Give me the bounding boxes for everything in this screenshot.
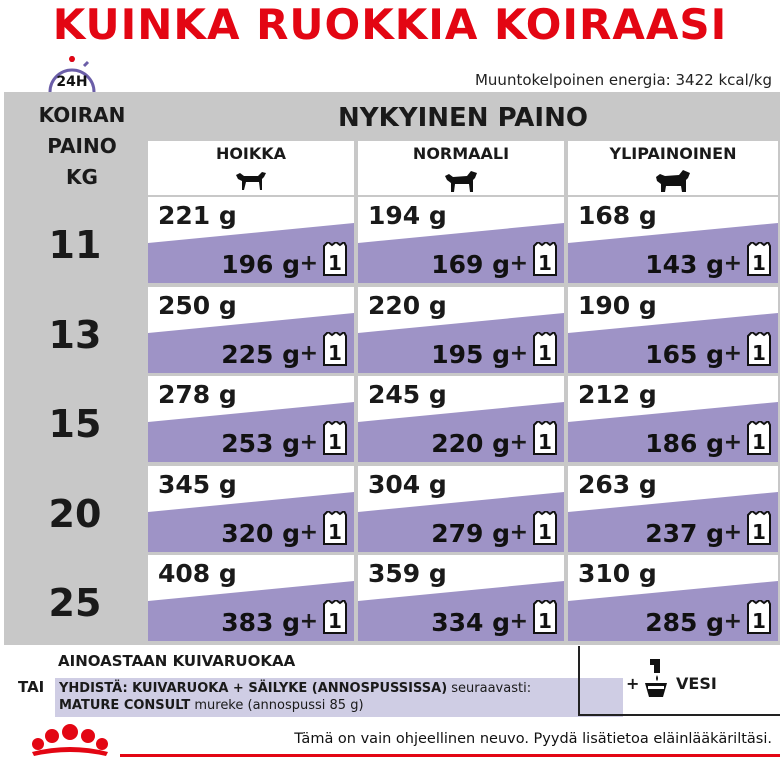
pouch-icon	[322, 600, 348, 638]
mixed-dry-amount: 143 g	[645, 250, 724, 279]
pouch-icon	[746, 421, 772, 459]
current-weight-header: NYKYINEN PAINO	[338, 103, 588, 133]
footer-rule	[120, 754, 780, 757]
table-cell	[358, 466, 564, 552]
plus-sign: +	[299, 340, 318, 366]
svg-text:1: 1	[752, 519, 766, 544]
weight-header: KOIRAN PAINO KG	[38, 103, 126, 189]
dry-only-amount: 168 g	[578, 201, 657, 230]
column-header-overweight: YLIPAINOINEN	[568, 141, 778, 195]
dry-only-amount: 345 g	[158, 469, 237, 499]
dry-only-amount: 408 g	[158, 559, 237, 588]
normal-dog-icon	[443, 167, 479, 193]
mixed-dry-amount: 334 g	[431, 608, 510, 637]
svg-text:1: 1	[538, 609, 552, 633]
svg-text:1: 1	[328, 430, 342, 454]
table-cell	[568, 197, 778, 283]
table-cell	[148, 555, 354, 641]
table-cell	[148, 197, 354, 283]
dry-only-amount: 190 g	[578, 290, 657, 320]
svg-text:1: 1	[328, 251, 342, 275]
pouch-icon	[746, 242, 772, 280]
plus-sign: +	[723, 340, 742, 366]
table-cell	[568, 555, 778, 641]
table-cell	[568, 376, 778, 462]
mixed-dry-amount: 320 g	[221, 518, 300, 548]
legend-water: VESI	[676, 674, 717, 693]
mixed-dry-amount: 165 g	[645, 339, 724, 369]
row-weight-label: 11	[48, 223, 102, 267]
svg-text:1: 1	[538, 340, 552, 365]
dry-only-amount: 359 g	[368, 559, 447, 588]
mixed-dry-amount: 220 g	[431, 429, 510, 458]
pouch-icon	[322, 332, 348, 370]
table-cell	[568, 466, 778, 552]
mixed-dry-amount: 225 g	[221, 339, 300, 369]
mixed-dry-amount: 383 g	[221, 608, 300, 637]
dry-only-amount: 245 g	[368, 380, 447, 409]
legend-or: TAI	[18, 678, 45, 696]
overweight-dog-icon	[654, 167, 692, 193]
mixed-dry-amount: 186 g	[645, 429, 724, 458]
dry-only-amount: 310 g	[578, 559, 657, 588]
dry-only-amount: 194 g	[368, 201, 447, 230]
page-title: KUINKA RUOKKIA KOIRAASI	[52, 0, 728, 49]
pouch-icon	[322, 242, 348, 280]
pouch-icon	[746, 332, 772, 370]
mixed-dry-amount: 237 g	[645, 518, 724, 548]
table-cell	[358, 197, 564, 283]
pouch-icon	[532, 600, 558, 638]
plus-sign: +	[723, 251, 742, 276]
table-cell	[148, 466, 354, 552]
pouch-icon	[532, 242, 558, 280]
thin-dog-icon	[234, 167, 268, 191]
table-cell	[148, 376, 354, 462]
svg-text:1: 1	[538, 251, 552, 275]
energy-note: Muuntokelpoinen energia: 3422 kcal/kg	[474, 71, 772, 89]
pouch-icon	[532, 332, 558, 370]
svg-text:1: 1	[538, 519, 552, 544]
plus-sign: +	[509, 340, 528, 366]
mixed-dry-amount: 195 g	[431, 339, 510, 369]
table-cell	[358, 555, 564, 641]
svg-text:1: 1	[752, 251, 766, 275]
plus-sign: +	[509, 430, 528, 455]
row-weight-label: 20	[48, 491, 102, 536]
row-weight-label: 15	[48, 402, 102, 446]
dry-only-amount: 278 g	[158, 380, 237, 409]
table-cell	[568, 287, 778, 373]
pouch-icon	[322, 511, 348, 549]
plus-sign: +	[299, 251, 318, 276]
dry-only-amount: 221 g	[158, 201, 237, 230]
water-bowl-icon	[642, 657, 670, 701]
mixed-dry-amount: 279 g	[431, 518, 510, 548]
plus-sign: +	[723, 430, 742, 455]
row-weight-label: 25	[48, 581, 102, 625]
pouch-icon	[532, 511, 558, 549]
plus-sign: +	[509, 609, 528, 634]
plus-sign: +	[723, 519, 742, 545]
clock-label: 24H	[56, 74, 88, 90]
footer-note: Tämä on vain ohjeellinen neuvo. Pyydä lisätietoa eläinlääkäriltäsi.	[294, 731, 772, 747]
plus-sign: +	[509, 251, 528, 276]
dry-only-amount: 220 g	[368, 290, 447, 320]
dry-only-amount: 263 g	[578, 469, 657, 499]
mixed-dry-amount: 285 g	[645, 608, 724, 637]
svg-text:1: 1	[328, 609, 342, 633]
legend-only-dry: AINOASTAAN KUIVARUOKAA	[58, 652, 296, 670]
table-cell	[358, 287, 564, 373]
royal-canin-crown-logo	[22, 722, 118, 762]
dry-only-amount: 212 g	[578, 380, 657, 409]
plus-sign: +	[299, 519, 318, 545]
plus-sign: +	[299, 430, 318, 455]
pouch-icon	[322, 421, 348, 459]
legend-combine: YHDISTÄ: KUIVARUOKA + SÄILYKE (ANNOSPUSSISSA) seuraavasti: MATURE CONSULT mureke (annospussi 85 g)	[55, 678, 623, 717]
svg-text:1: 1	[538, 430, 552, 454]
pouch-icon	[746, 511, 772, 549]
dry-only-amount: 250 g	[158, 290, 237, 320]
svg-text:1: 1	[752, 340, 766, 365]
row-weight-label: 13	[48, 312, 102, 357]
column-header-normal: NORMAALI	[358, 141, 564, 195]
plus-sign: +	[723, 609, 742, 634]
pouch-icon	[532, 421, 558, 459]
mixed-dry-amount: 196 g	[221, 250, 300, 279]
svg-text:1: 1	[328, 340, 342, 365]
column-header-thin: HOIKKA	[148, 141, 354, 195]
water-plus: +	[626, 674, 640, 693]
svg-text:1: 1	[328, 519, 342, 544]
svg-text:1: 1	[752, 609, 766, 633]
plus-sign: +	[509, 519, 528, 545]
mixed-dry-amount: 253 g	[221, 429, 300, 458]
svg-text:1: 1	[752, 430, 766, 454]
dry-only-amount: 304 g	[368, 469, 447, 499]
table-cell	[358, 376, 564, 462]
table-cell	[148, 287, 354, 373]
pouch-icon	[746, 600, 772, 638]
mixed-dry-amount: 169 g	[431, 250, 510, 279]
plus-sign: +	[299, 609, 318, 634]
